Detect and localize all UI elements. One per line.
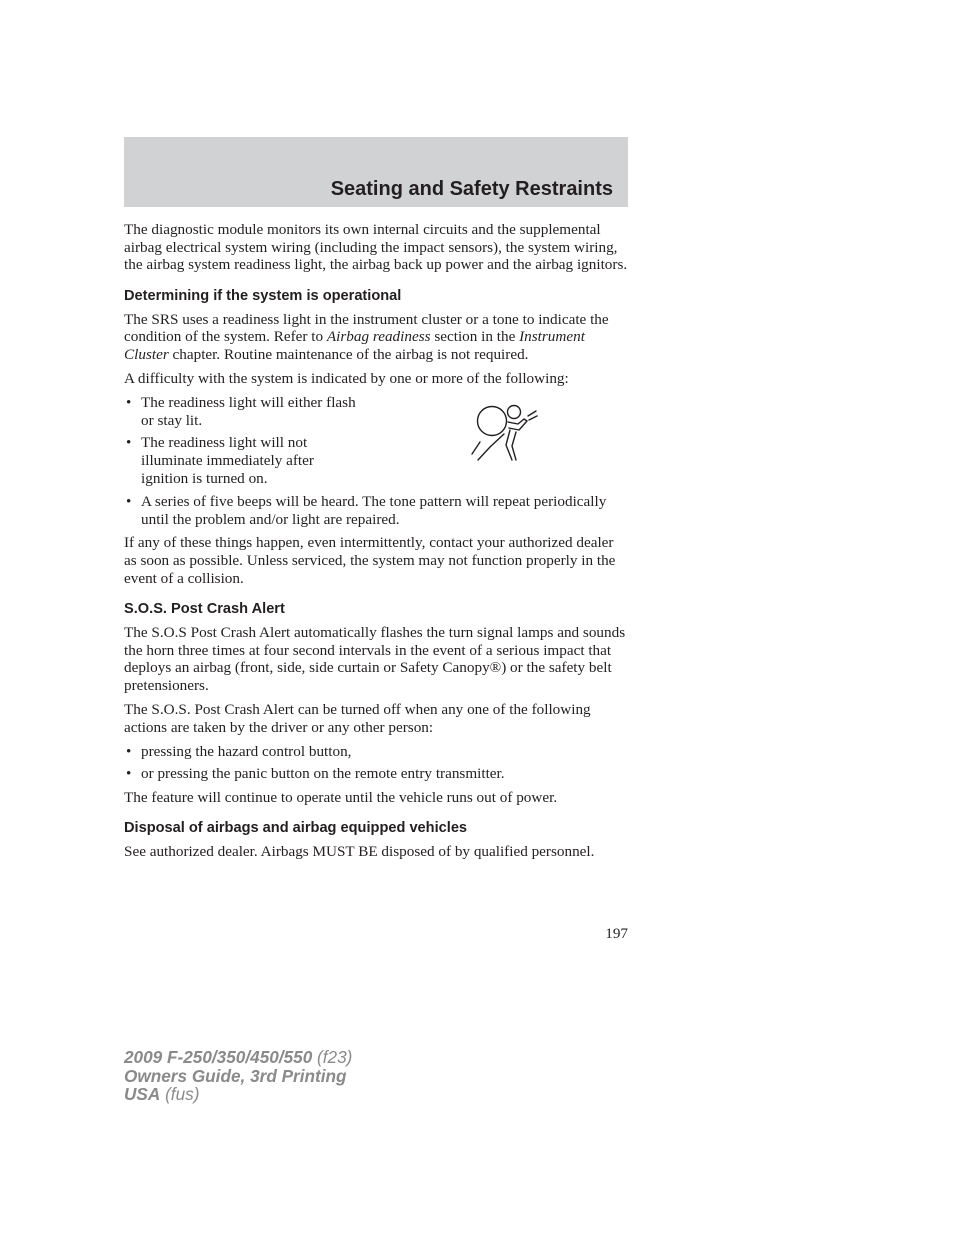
disposal-paragraph: See authorized dealer. Airbags MUST BE disposed of by qualified personnel.	[124, 843, 595, 861]
intro-paragraph: The diagnostic module monitors its own internal circuits and the supplemental airbag electrical system wiring (including the impact sensors), the system wiring, the airbag system readiness light, the airbag back up power and the airbag ignitors.	[124, 221, 628, 274]
readiness-bullet-list	[124, 394, 364, 487]
document-footer	[124, 1048, 352, 1104]
airbag-readiness-ref: Airbag readiness	[326, 328, 431, 346]
sos-bullet-list	[124, 743, 628, 783]
list-item: • A series of five beeps will be heard. The tone pattern will repeat periodically until the problem and/or light are repaired.	[126, 493, 607, 528]
sos-continue-paragraph: The feature will continue to operate until the vehicle runs out of power.	[124, 788, 558, 806]
airbag-warning-icon	[468, 402, 538, 466]
list-item: • The readiness light will not illuminate immediately after ignition is turned on.	[126, 434, 314, 487]
section-heading-disposal: Disposal of airbags and airbag equipped vehicles	[124, 820, 468, 837]
bullet-glyph: •	[126, 434, 132, 452]
sos-description-paragraph: The S.O.S Post Crash Alert automatically flashes the turn signal lamps and sounds the horn three times at four second intervals in the event of a serious impact that deploys an airbag (front, side, side curtain or Safety Canopy®) or the safety belt pretensioners.	[124, 624, 626, 694]
footer-model-line: 2009 F-250/350/450/550 (f23)	[124, 1047, 353, 1067]
beeps-bullet-list	[124, 493, 628, 528]
readiness-figure-block	[124, 394, 628, 487]
difficulty-paragraph: A difficulty with the system is indicated by one or more of the following:	[124, 370, 569, 388]
page-content	[124, 221, 628, 868]
chapter-title: Seating and Safety Restraints	[330, 178, 613, 200]
section-heading-sos: S.O.S. Post Crash Alert	[124, 601, 285, 618]
bullet-glyph: •	[126, 394, 132, 412]
page-number: 197	[605, 925, 628, 942]
srs-readiness-paragraph: The SRS uses a readiness light in the instrument cluster or a tone to indicate the condition of the system. Refer to Airbag readiness section in the Instrument Cluster chapter. Routine maintenance of the airbag is not required.	[124, 310, 609, 363]
bullet-glyph: •	[126, 493, 132, 511]
list-item: • The readiness light will either flash or stay lit.	[126, 394, 356, 429]
list-item: • or pressing the panic button on the remote entry transmitter.	[126, 765, 505, 783]
instrument-cluster-ref: Instrument Cluster	[124, 328, 585, 363]
footer-edition-line: Owners Guide, 3rd Printing	[124, 1065, 347, 1086]
footer-market-line: USA (fus)	[124, 1084, 200, 1105]
chapter-header-band	[124, 137, 628, 207]
section-heading-operational: Determining if the system is operational	[124, 287, 402, 304]
sos-turnoff-paragraph: The S.O.S. Post Crash Alert can be turned off when any one of the following actions are taken by the driver or any other person:	[124, 700, 591, 736]
list-item: • pressing the hazard control button,	[126, 742, 352, 760]
bullet-glyph: •	[126, 742, 132, 760]
contact-dealer-paragraph: If any of these things happen, even intermittently, contact your authorized dealer as soon as possible. Unless serviced, the system may not function properly in the event of a collision.	[124, 534, 616, 587]
bullet-glyph: •	[126, 765, 132, 783]
